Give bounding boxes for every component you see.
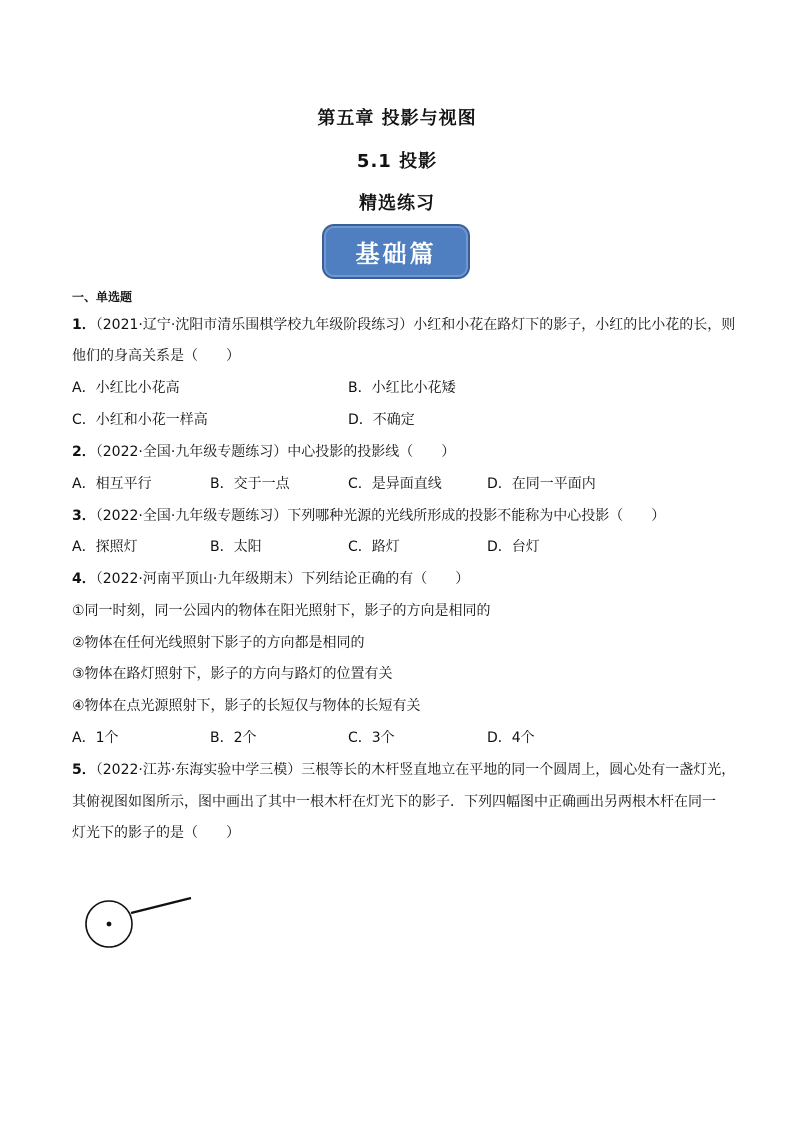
chapter-title: 第五章 投影与视图 [317, 108, 477, 129]
question-4 [72, 568, 469, 588]
question-5 [72, 759, 735, 779]
option-a: A．1个 [72, 730, 119, 746]
question-text: 小红和小花在路灯下的影子，小红的比小花的长，则 [413, 317, 736, 333]
option-d: D．不确定 [348, 412, 415, 428]
statement-3: ③物体在路灯照射下，影子的方向与路灯的位置有关 [72, 666, 393, 682]
option-b: B．交于一点 [210, 476, 290, 492]
question-text: 下列结论正确的有（ ） [301, 571, 470, 587]
question-number: 3． [72, 508, 96, 524]
pole-shadow-line [131, 898, 191, 913]
option-b: B．太阳 [210, 539, 262, 555]
option-a: A．相互平行 [72, 476, 152, 492]
option-d: D．在同一平面内 [487, 476, 596, 492]
statement-4: ④物体在点光源照射下，影子的长短仅与物体的长短有关 [72, 698, 421, 714]
question-source: （2022·全国·九年级专题练习） [95, 508, 288, 524]
question-5-line-3: 灯光下的影子的是（ ） [72, 825, 240, 841]
option-d: D．台灯 [487, 539, 540, 555]
question-3 [72, 505, 665, 525]
option-c: C．小红和小花一样高 [72, 412, 208, 428]
option-a: A．小红比小花高 [72, 380, 180, 396]
question-1-line-2: 他们的身高关系是（ ） [72, 348, 240, 364]
section-title: 5.1 投影 [356, 151, 438, 172]
option-b: B．小红比小花矮 [348, 380, 456, 396]
option-c: C．路灯 [348, 539, 400, 555]
question-text: 三根等长的木杆竖直地立在平地的同一个圆周上，圆心处有一盏灯光， [301, 762, 736, 778]
option-c: C．3个 [348, 730, 395, 746]
question-text: 中心投影的投影线（ ） [287, 444, 456, 460]
level-badge: 基础篇 [322, 224, 470, 279]
subtitle: 精选练习 [359, 193, 435, 214]
option-d: D．4个 [487, 730, 535, 746]
option-a: A．探照灯 [72, 539, 138, 555]
question-source: （2022·全国·九年级专题练习） [95, 444, 288, 460]
question-5-line-2: 其俯视图如图所示，图中画出了其中一根木杆在灯光下的影子．下列四幅图中正确画出另两根木杆在同一 [72, 794, 716, 810]
option-c: C．是异面直线 [348, 476, 442, 492]
question-source: （2022·江苏·东海实验中学三模） [95, 762, 302, 778]
light-source-dot [107, 922, 112, 927]
question-2 [72, 441, 455, 461]
question-1 [72, 314, 735, 334]
statement-1: ①同一时刻，同一公园内的物体在阳光照射下，影子的方向是相同的 [72, 603, 491, 619]
option-b: B．2个 [210, 730, 257, 746]
question-source: （2022·河南平顶山·九年级期末） [95, 571, 302, 587]
question-number: 1． [72, 317, 96, 333]
question-number: 5． [72, 762, 96, 778]
question-text: 下列哪种光源的光线所形成的投影不能称为中心投影（ ） [287, 508, 666, 524]
question-number: 2． [72, 444, 96, 460]
top-view-figure [80, 890, 200, 960]
statement-2: ②物体在任何光线照射下影子的方向都是相同的 [72, 635, 365, 651]
question-number: 4． [72, 571, 96, 587]
section-heading: 一、单选题 [72, 290, 133, 304]
question-source: （2021·辽宁·沈阳市清乐围棋学校九年级阶段练习） [95, 317, 414, 333]
